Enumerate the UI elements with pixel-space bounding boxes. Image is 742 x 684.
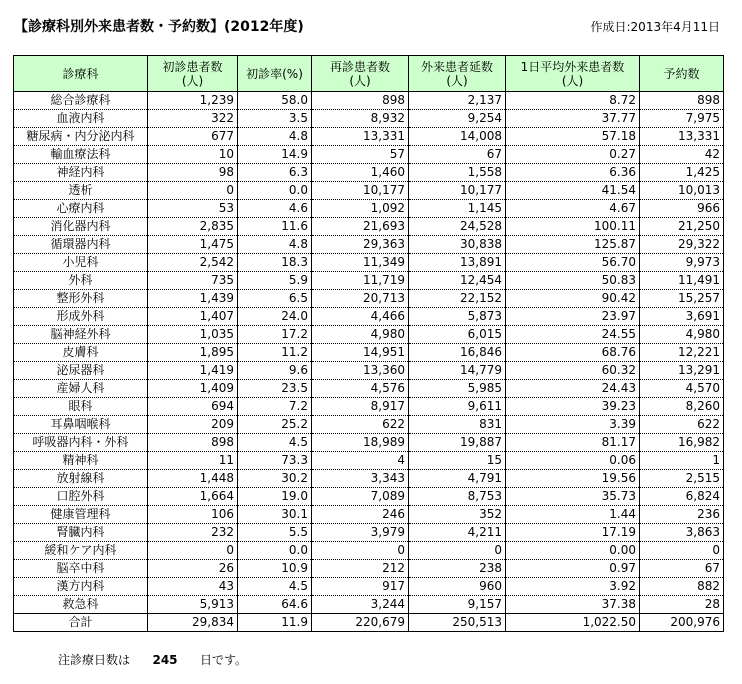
cell-reservations: 898 [640,92,724,110]
cell-department: 外科 [14,272,148,290]
cell-revisit: 13,331 [312,128,409,146]
cell-revisit: 0 [312,542,409,560]
cell-total-visits: 352 [409,506,506,524]
cell-total-visits: 14,779 [409,362,506,380]
cell-total-visits: 4,211 [409,524,506,542]
cell-daily-average: 60.32 [506,362,640,380]
cell-daily-average: 39.23 [506,398,640,416]
cell-first-visit: 2,835 [148,218,238,236]
table-row [14,110,724,128]
cell-total-visits: 8,753 [409,488,506,506]
cell-first-visit-rate: 0.0 [238,182,312,200]
cell-revisit: 3,244 [312,596,409,614]
cell-first-visit-rate: 17.2 [238,326,312,344]
cell-daily-average: 3.92 [506,578,640,596]
header-total-visits: 外来患者延数 (人) [409,56,506,92]
table-row [14,542,724,560]
cell-reservations: 4,980 [640,326,724,344]
cell-first-visit: 735 [148,272,238,290]
cell-reservations: 8,260 [640,398,724,416]
table-row [14,470,724,488]
cell-total-visits: 16,846 [409,344,506,362]
cell-first-visit: 1,407 [148,308,238,326]
cell-revisit: 18,989 [312,434,409,452]
cell-revisit: 3,343 [312,470,409,488]
cell-first-visit-rate: 4.5 [238,578,312,596]
cell-total-visits: 12,454 [409,272,506,290]
cell-revisit: 57 [312,146,409,164]
cell-first-visit-rate: 4.8 [238,128,312,146]
cell-first-visit-rate: 30.1 [238,506,312,524]
table-row [14,272,724,290]
total-label: 合計 [14,614,148,632]
table-row [14,146,724,164]
note-suffix: 日です。 [200,653,248,667]
cell-reservations: 67 [640,560,724,578]
cell-department: 脳神経外科 [14,326,148,344]
cell-first-visit: 0 [148,542,238,560]
cell-first-visit-rate: 24.0 [238,308,312,326]
cell-daily-average: 3.39 [506,416,640,434]
cell-first-visit: 26 [148,560,238,578]
cell-department: 口腔外科 [14,488,148,506]
cell-reservations: 236 [640,506,724,524]
cell-first-visit: 1,239 [148,92,238,110]
cell-first-visit-rate: 23.5 [238,380,312,398]
cell-first-visit: 1,419 [148,362,238,380]
cell-revisit: 1,092 [312,200,409,218]
table-row [14,200,724,218]
table-row [14,290,724,308]
cell-total-visits: 9,611 [409,398,506,416]
table-row [14,506,724,524]
cell-department: 放射線科 [14,470,148,488]
cell-daily-average: 125.87 [506,236,640,254]
cell-daily-average: 0.06 [506,452,640,470]
page-title: 【診療科別外来患者数・予約数】(2012年度) [14,19,304,35]
cell-first-visit-rate: 18.3 [238,254,312,272]
cell-total-visits: 831 [409,416,506,434]
table-row [14,254,724,272]
cell-first-visit: 677 [148,128,238,146]
cell-revisit: 622 [312,416,409,434]
note-days: 245 [152,653,178,667]
header-daily-average: 1日平均外来患者数 (人) [506,56,640,92]
cell-first-visit: 1,409 [148,380,238,398]
note-prefix: 注診療日数は [58,653,131,667]
cell-revisit: 7,089 [312,488,409,506]
cell-revisit: 21,693 [312,218,409,236]
cell-first-visit-rate: 6.3 [238,164,312,182]
cell-department: 緩和ケア内科 [14,542,148,560]
cell-daily-average: 57.18 [506,128,640,146]
cell-daily-average: 23.97 [506,308,640,326]
cell-reservations: 11,491 [640,272,724,290]
cell-reservations: 16,982 [640,434,724,452]
cell-reservations: 966 [640,200,724,218]
cell-department: 漢方内科 [14,578,148,596]
cell-first-visit-rate: 9.6 [238,362,312,380]
cell-first-visit: 1,448 [148,470,238,488]
cell-first-visit: 10 [148,146,238,164]
header-first-visit-rate: 初診率(%) [238,56,312,92]
cell-department: 消化器内科 [14,218,148,236]
cell-reservations: 42 [640,146,724,164]
cell-revisit: 917 [312,578,409,596]
cell-total-visits: 4,791 [409,470,506,488]
cell-revisit: 1,460 [312,164,409,182]
cell-daily-average: 41.54 [506,182,640,200]
cell-daily-average: 50.83 [506,272,640,290]
cell-department: 眼科 [14,398,148,416]
cell-reservations: 28 [640,596,724,614]
cell-first-visit: 1,475 [148,236,238,254]
cell-first-visit: 43 [148,578,238,596]
cell-revisit: 29,363 [312,236,409,254]
cell-total-visits: 1,558 [409,164,506,182]
cell-daily-average: 4.67 [506,200,640,218]
cell-daily-average: 37.38 [506,596,640,614]
cell-reservations: 10,013 [640,182,724,200]
cell-first-visit: 5,913 [148,596,238,614]
cell-daily-average: 90.42 [506,290,640,308]
total-row [14,614,724,632]
cell-revisit: 8,932 [312,110,409,128]
cell-department: 小児科 [14,254,148,272]
table-row [14,560,724,578]
cell-daily-average: 1.44 [506,506,640,524]
cell-first-visit-rate: 0.0 [238,542,312,560]
cell-first-visit-rate: 4.5 [238,434,312,452]
cell-first-visit: 2,542 [148,254,238,272]
cell-first-visit-rate: 73.3 [238,452,312,470]
cell-total-visits: 30,838 [409,236,506,254]
cell-department: 救急科 [14,596,148,614]
cell-first-visit: 53 [148,200,238,218]
cell-first-visit-rate: 25.2 [238,416,312,434]
cell-daily-average: 8.72 [506,92,640,110]
cell-revisit: 212 [312,560,409,578]
cell-reservations: 4,570 [640,380,724,398]
cell-total-visits: 15 [409,452,506,470]
cell-reservations: 622 [640,416,724,434]
cell-reservations: 29,322 [640,236,724,254]
cell-daily-average: 17.19 [506,524,640,542]
total-first-visit-rate: 11.9 [238,614,312,632]
cell-department: 皮膚科 [14,344,148,362]
cell-first-visit-rate: 14.9 [238,146,312,164]
cell-total-visits: 2,137 [409,92,506,110]
cell-first-visit-rate: 6.5 [238,290,312,308]
cell-daily-average: 37.77 [506,110,640,128]
cell-department: 糖尿病・内分泌内科 [14,128,148,146]
cell-revisit: 10,177 [312,182,409,200]
cell-first-visit-rate: 58.0 [238,92,312,110]
cell-reservations: 12,221 [640,344,724,362]
cell-first-visit-rate: 5.5 [238,524,312,542]
total-daily-average: 1,022.50 [506,614,640,632]
cell-first-visit: 1,895 [148,344,238,362]
table-row [14,524,724,542]
cell-reservations: 1,425 [640,164,724,182]
cell-first-visit-rate: 19.0 [238,488,312,506]
cell-reservations: 3,691 [640,308,724,326]
table-row [14,488,724,506]
cell-department: 血液内科 [14,110,148,128]
cell-department: 整形外科 [14,290,148,308]
cell-reservations: 3,863 [640,524,724,542]
cell-first-visit-rate: 11.6 [238,218,312,236]
cell-daily-average: 68.76 [506,344,640,362]
cell-reservations: 21,250 [640,218,724,236]
cell-department: 耳鼻咽喉科 [14,416,148,434]
cell-total-visits: 0 [409,542,506,560]
cell-total-visits: 9,157 [409,596,506,614]
cell-first-visit: 0 [148,182,238,200]
cell-revisit: 4 [312,452,409,470]
cell-department: 神経内科 [14,164,148,182]
cell-first-visit: 232 [148,524,238,542]
cell-daily-average: 24.43 [506,380,640,398]
table-row [14,92,724,110]
cell-first-visit: 11 [148,452,238,470]
total-reservations: 200,976 [640,614,724,632]
cell-first-visit-rate: 64.6 [238,596,312,614]
total-revisit: 220,679 [312,614,409,632]
table-row [14,380,724,398]
table-row [14,398,724,416]
cell-daily-average: 0.00 [506,542,640,560]
cell-total-visits: 19,887 [409,434,506,452]
table-row [14,596,724,614]
total-first-visit: 29,834 [148,614,238,632]
cell-revisit: 3,979 [312,524,409,542]
cell-department: 泌尿器科 [14,362,148,380]
table-row [14,452,724,470]
table-row [14,236,724,254]
cell-total-visits: 960 [409,578,506,596]
cell-first-visit: 106 [148,506,238,524]
cell-department: 輸血療法科 [14,146,148,164]
table-row [14,326,724,344]
cell-department: 総合診療科 [14,92,148,110]
cell-daily-average: 0.97 [506,560,640,578]
table-row [14,362,724,380]
cell-total-visits: 6,015 [409,326,506,344]
table-row [14,164,724,182]
cell-department: 精神科 [14,452,148,470]
cell-department: 循環器内科 [14,236,148,254]
cell-reservations: 13,291 [640,362,724,380]
cell-reservations: 15,257 [640,290,724,308]
table-row [14,434,724,452]
cell-first-visit-rate: 11.2 [238,344,312,362]
cell-department: 健康管理科 [14,506,148,524]
cell-department: 腎臓内科 [14,524,148,542]
cell-daily-average: 100.11 [506,218,640,236]
cell-first-visit-rate: 7.2 [238,398,312,416]
cell-first-visit: 98 [148,164,238,182]
cell-total-visits: 1,145 [409,200,506,218]
cell-daily-average: 35.73 [506,488,640,506]
cell-department: 呼吸器内科・外科 [14,434,148,452]
cell-revisit: 4,980 [312,326,409,344]
cell-revisit: 246 [312,506,409,524]
table-row [14,128,724,146]
cell-revisit: 4,576 [312,380,409,398]
cell-reservations: 2,515 [640,470,724,488]
cell-reservations: 6,824 [640,488,724,506]
cell-first-visit: 209 [148,416,238,434]
cell-revisit: 11,349 [312,254,409,272]
cell-revisit: 13,360 [312,362,409,380]
cell-revisit: 11,719 [312,272,409,290]
cell-revisit: 4,466 [312,308,409,326]
table-row [14,416,724,434]
table-row [14,218,724,236]
cell-first-visit-rate: 10.9 [238,560,312,578]
cell-daily-average: 0.27 [506,146,640,164]
cell-total-visits: 238 [409,560,506,578]
cell-first-visit-rate: 4.8 [238,236,312,254]
cell-daily-average: 19.56 [506,470,640,488]
cell-first-visit: 694 [148,398,238,416]
cell-revisit: 898 [312,92,409,110]
cell-department: 心療内科 [14,200,148,218]
header-reservations: 予約数 [640,56,724,92]
cell-total-visits: 67 [409,146,506,164]
cell-revisit: 20,713 [312,290,409,308]
total-visits: 250,513 [409,614,506,632]
cell-total-visits: 5,873 [409,308,506,326]
cell-first-visit: 1,035 [148,326,238,344]
cell-reservations: 7,975 [640,110,724,128]
note [58,651,247,668]
cell-total-visits: 22,152 [409,290,506,308]
header-first-visit: 初診患者数 (人) [148,56,238,92]
created-date: 作成日:2013年4月11日 [590,20,720,34]
cell-first-visit: 322 [148,110,238,128]
table-row [14,344,724,362]
cell-first-visit: 898 [148,434,238,452]
cell-department: 脳卒中科 [14,560,148,578]
cell-daily-average: 6.36 [506,164,640,182]
cell-reservations: 1 [640,452,724,470]
cell-revisit: 14,951 [312,344,409,362]
header-revisit: 再診患者数 (人) [312,56,409,92]
cell-total-visits: 14,008 [409,128,506,146]
cell-first-visit-rate: 30.2 [238,470,312,488]
table-row [14,182,724,200]
table-row [14,578,724,596]
cell-department: 透析 [14,182,148,200]
cell-reservations: 882 [640,578,724,596]
cell-reservations: 13,331 [640,128,724,146]
table-header-row [14,56,724,92]
table-row [14,308,724,326]
cell-reservations: 0 [640,542,724,560]
cell-department: 形成外科 [14,308,148,326]
cell-total-visits: 9,254 [409,110,506,128]
cell-total-visits: 24,528 [409,218,506,236]
cell-daily-average: 81.17 [506,434,640,452]
cell-daily-average: 24.55 [506,326,640,344]
cell-total-visits: 10,177 [409,182,506,200]
cell-first-visit: 1,439 [148,290,238,308]
cell-department: 産婦人科 [14,380,148,398]
cell-reservations: 9,973 [640,254,724,272]
cell-daily-average: 56.70 [506,254,640,272]
cell-first-visit-rate: 5.9 [238,272,312,290]
cell-total-visits: 13,891 [409,254,506,272]
cell-first-visit-rate: 4.6 [238,200,312,218]
cell-revisit: 8,917 [312,398,409,416]
outpatient-table [13,55,724,632]
cell-first-visit: 1,664 [148,488,238,506]
header-department: 診療科 [14,56,148,92]
cell-total-visits: 5,985 [409,380,506,398]
cell-first-visit-rate: 3.5 [238,110,312,128]
